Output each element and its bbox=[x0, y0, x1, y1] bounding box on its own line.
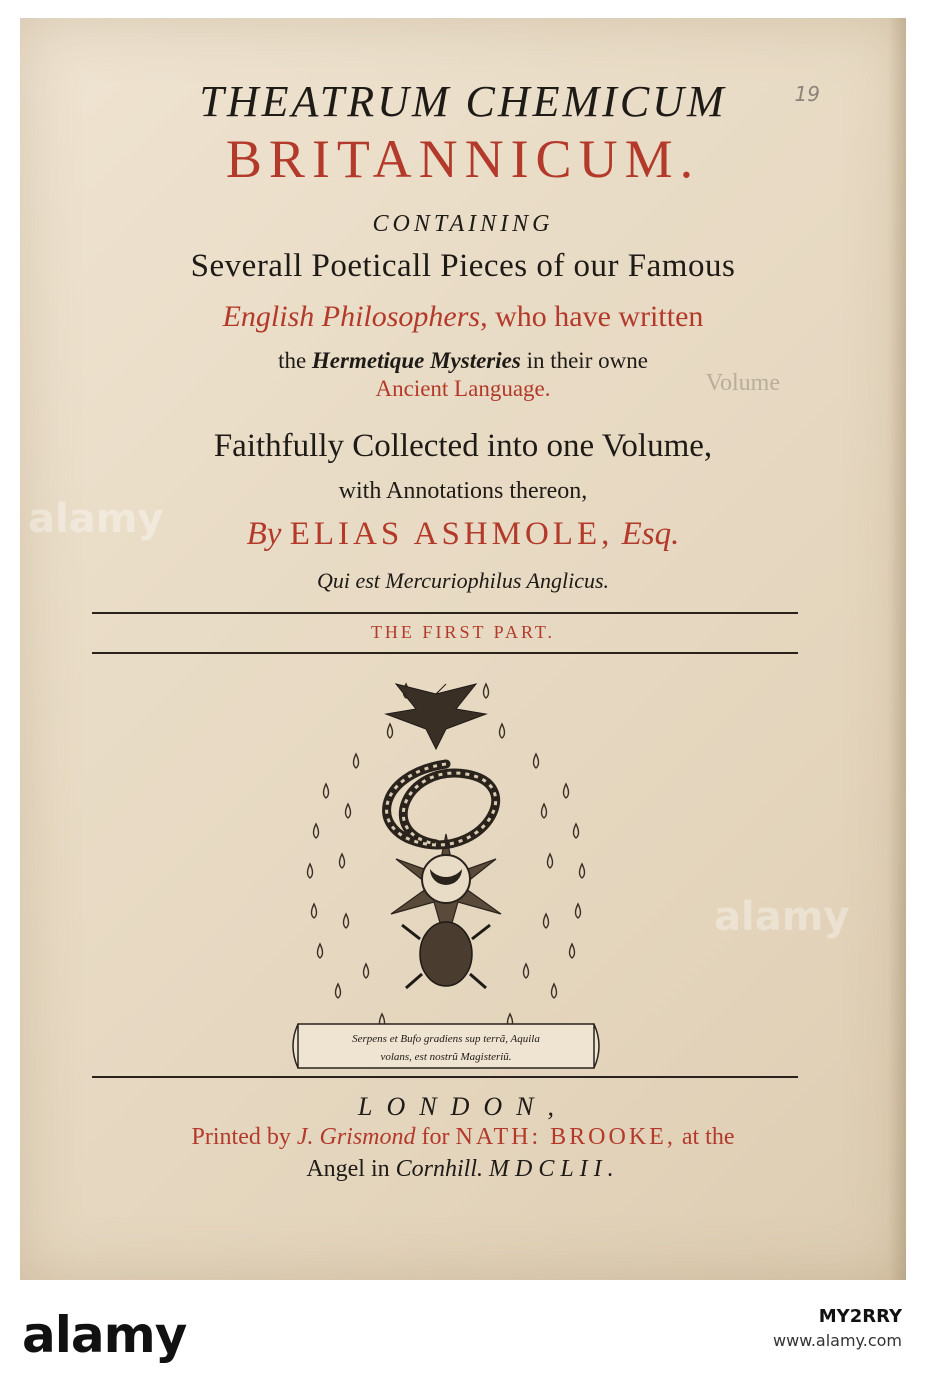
containing-label: CONTAINING bbox=[372, 211, 554, 237]
imprint-angel: Angel in bbox=[306, 1156, 390, 1182]
part-label: THE FIRST PART. bbox=[370, 622, 556, 642]
faint-watermark-1: alamy bbox=[28, 496, 164, 542]
rule-bottom bbox=[92, 1076, 798, 1078]
imprint-printed: Printed by bbox=[191, 1124, 291, 1150]
imprint-city: LONDON, bbox=[358, 1092, 568, 1121]
show-through-text: Volume bbox=[705, 370, 780, 396]
imprint-at: at the bbox=[681, 1124, 735, 1150]
title-line-2: BRITANNICUM. bbox=[225, 129, 701, 189]
title-page bbox=[20, 18, 906, 1280]
rule-middle bbox=[92, 652, 798, 654]
author-suffix: Esq. bbox=[621, 516, 680, 552]
subtitle-line-3-b: Hermetique Mysteries bbox=[311, 348, 521, 373]
scroll-text-1: Serpens et Bufo gradiens sup terrã, Aquila bbox=[352, 1033, 540, 1045]
toad bbox=[420, 922, 472, 986]
imprint-place: Cornhill. bbox=[395, 1156, 483, 1182]
imprint-line-3 bbox=[20, 1156, 906, 1183]
subtitle-line-3-c: in their owne bbox=[526, 348, 648, 373]
subtitle-red-phrase: English Philosophers, bbox=[222, 300, 488, 333]
scroll-text-2: volans, est nostrũ Magisteriũ. bbox=[380, 1051, 512, 1063]
alamy-logo: alamy bbox=[22, 1306, 187, 1364]
imprint-for: for bbox=[421, 1124, 450, 1150]
motto: Qui est Mercuriophilus Anglicus. bbox=[316, 568, 610, 593]
imprint-year: MDCLII. bbox=[489, 1156, 620, 1182]
alchemical-engraving bbox=[286, 664, 606, 1104]
stock-url: www.alamy.com bbox=[773, 1331, 902, 1350]
subtitle-line-3 bbox=[20, 348, 906, 374]
collected-line-1: Faithfully Collected into one Volume, bbox=[213, 428, 713, 464]
faint-watermark-2: alamy bbox=[714, 894, 850, 940]
subtitle-line-3-a: the bbox=[278, 348, 307, 373]
rule-top bbox=[92, 612, 798, 614]
author-by: By bbox=[246, 516, 282, 552]
imprint-line-2 bbox=[20, 1124, 906, 1151]
imprint-printer: J. Grismond bbox=[296, 1124, 416, 1150]
collected-line-2: with Annotations thereon, bbox=[338, 478, 588, 504]
eagle bbox=[386, 684, 486, 749]
subtitle-line-1: Severall Poeticall Pieces of our Famous bbox=[190, 248, 736, 284]
title-line-1: THEATRUM CHEMICUM bbox=[199, 77, 727, 126]
image-id: MY2RRY bbox=[818, 1306, 902, 1327]
subtitle-black-phrase: who have written bbox=[495, 300, 704, 333]
imprint-bookseller: NATH: BROOKE, bbox=[455, 1124, 676, 1150]
stock-info bbox=[773, 1306, 902, 1350]
serpent bbox=[387, 764, 496, 845]
pencil-mark: 19 bbox=[794, 82, 820, 106]
subtitle-line-2 bbox=[20, 300, 906, 334]
subtitle-line-4: Ancient Language. bbox=[375, 376, 551, 401]
author-name: ELIAS ASHMOLE, bbox=[289, 516, 614, 552]
